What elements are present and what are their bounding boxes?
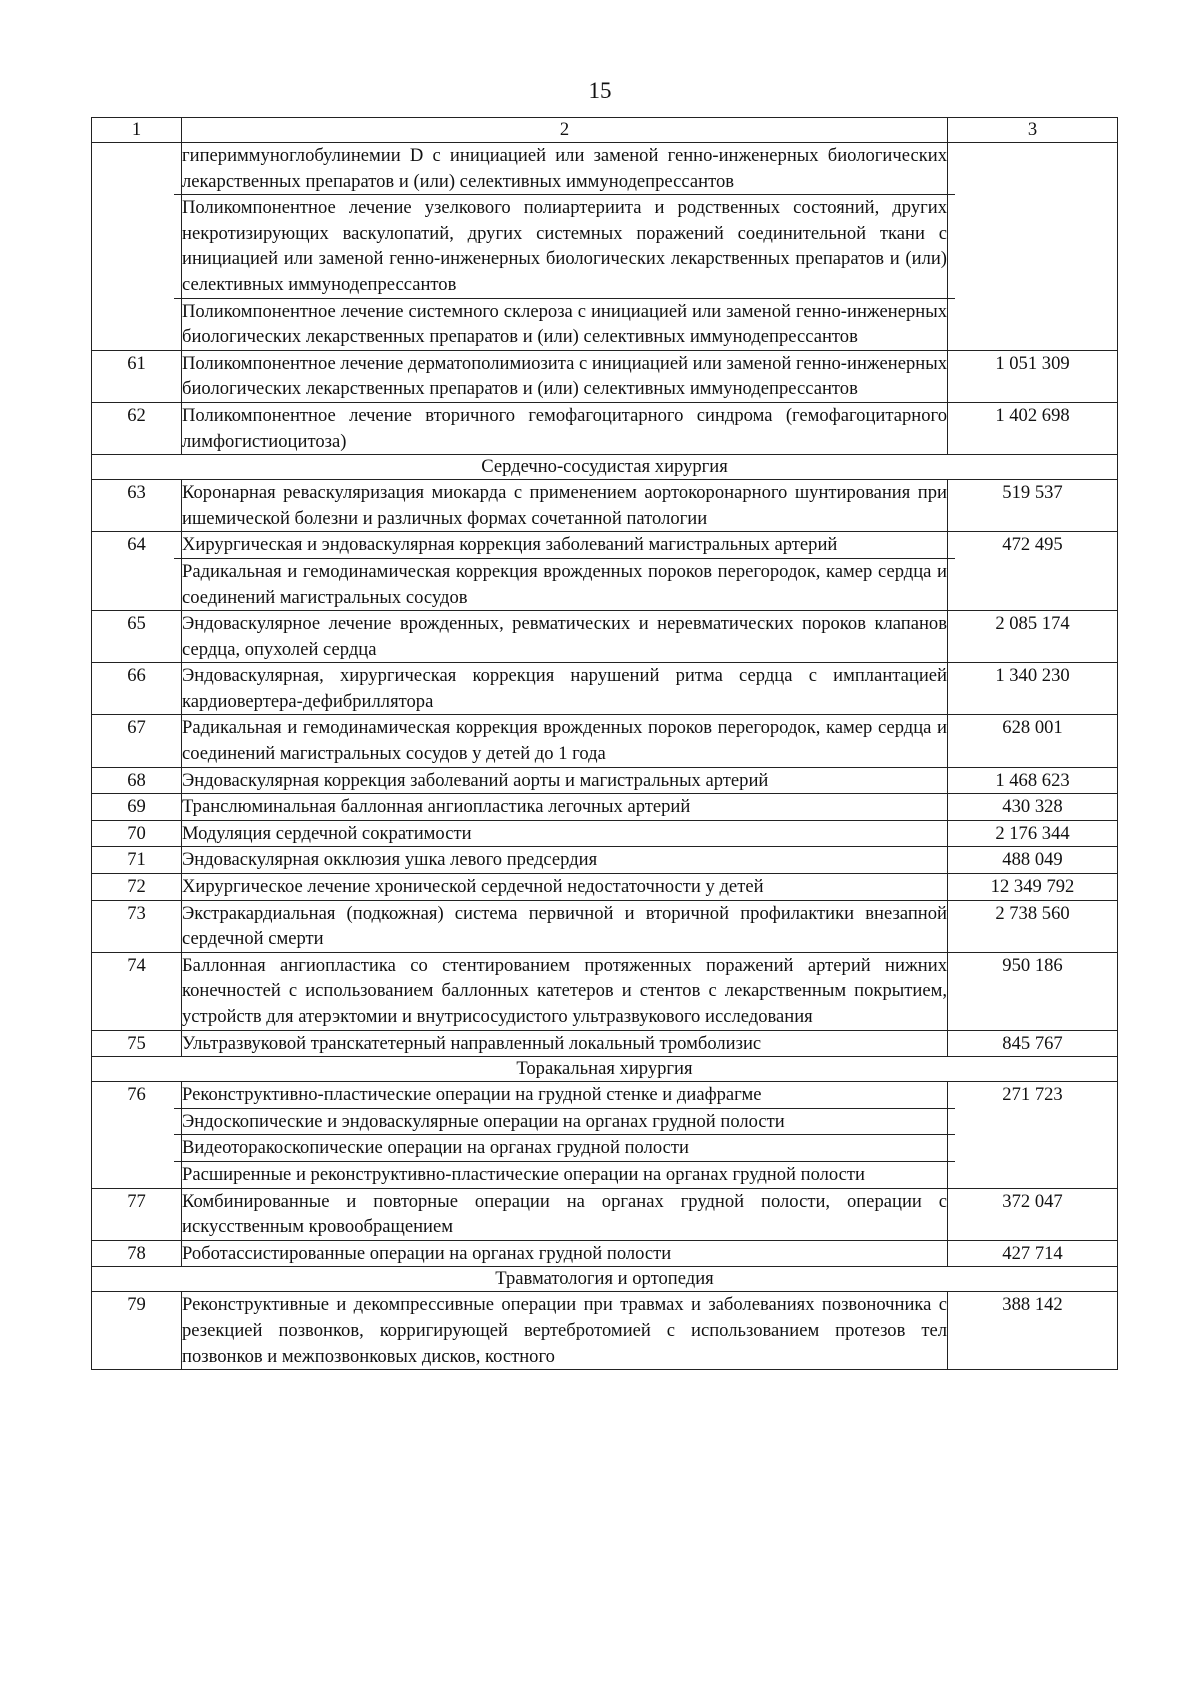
row-number: 74 [92, 952, 182, 1030]
row-amount: 2 085 174 [948, 611, 1118, 663]
description-item: Эндоскопические и эндоваскулярные операции на органах грудной полости [174, 1108, 955, 1135]
section-header-row [92, 1267, 1118, 1292]
table-row [92, 874, 1118, 901]
row-amount: 2 176 344 [948, 820, 1118, 847]
header-col-1: 1 [92, 118, 182, 143]
row-amount: 1 340 230 [948, 663, 1118, 715]
description-item: Реконструктивно-пластические операции на грудной стенке и диафрагме [182, 1084, 762, 1106]
description-item: Реконструктивные и декомпрессивные операции при травмах и заболеваниях позвоночника с резекцией позвонков, корригирующей вертебротомией с использованием протезов тел позвонков и межпозвонковых дисков, костного [182, 1294, 947, 1367]
row-number: 61 [92, 350, 182, 402]
row-number: 63 [92, 480, 182, 532]
row-number: 78 [92, 1240, 182, 1267]
table-row [92, 1030, 1118, 1057]
description-item: Эндоваскулярное лечение врожденных, ревматических и неревматических пороков клапанов сердца, опухолей сердца [182, 613, 947, 660]
row-amount: 628 001 [948, 715, 1118, 767]
header-col-3: 3 [948, 118, 1118, 143]
row-amount: 427 714 [948, 1240, 1118, 1267]
row-description [182, 794, 948, 821]
description-item: Хирургическое лечение хронической сердечной недостаточности у детей [182, 876, 764, 898]
description-item: Эндоваскулярная окклюзия ушка левого предсердия [182, 849, 598, 871]
row-description [182, 1030, 948, 1057]
row-amount: 519 537 [948, 480, 1118, 532]
row-number: 64 [92, 532, 182, 611]
section-header-row [92, 1057, 1118, 1082]
row-amount: 12 349 792 [948, 874, 1118, 901]
table-row [92, 663, 1118, 715]
row-amount [948, 143, 1118, 351]
row-description [182, 715, 948, 767]
row-description [182, 663, 948, 715]
row-number: 62 [92, 402, 182, 454]
row-amount: 488 049 [948, 847, 1118, 874]
row-description [182, 1188, 948, 1240]
description-item: Коронарная реваскуляризация миокарда с применением аортокоронарного шунтирования при ишемической болезни и различных формах сочетанной патологии [182, 482, 947, 529]
description-item: Поликомпонентное лечение вторичного гемофагоцитарного синдрома (гемофагоцитарного лимфогистиоцитоза) [182, 404, 947, 452]
table-row [92, 480, 1118, 532]
description-item: Поликомпонентное лечение узелкового полиартериита и родственных состояний, других некротизирующих васкулопатий, других системных поражений соединительной ткани с инициацией или заменой генно-инженерных биологических лекарственных препаратов и (или) селективных иммунодепрессантов [174, 194, 955, 297]
table-row [92, 1292, 1118, 1370]
page-number: 15 [588, 78, 612, 103]
section-title: Торакальная хирургия [92, 1057, 1118, 1082]
row-number: 68 [92, 767, 182, 794]
section-header-row [92, 455, 1118, 480]
description-item: Ультразвуковой транскатетерный направленный локальный тромболизис [182, 1032, 762, 1054]
table-row [92, 900, 1118, 952]
table-row [92, 794, 1118, 821]
description-item: Баллонная ангиопластика со стентированием протяженных поражений артерий нижних конечностей с использованием баллонных катетеров и стентов с лекарственным покрытием, устройств для атерэктомии и внутрисосудистого ультразвукового исследования [182, 954, 947, 1027]
description-item: Хирургическая и эндоваскулярная коррекция заболеваний магистральных артерий [182, 534, 838, 556]
section-title: Травматология и ортопедия [92, 1267, 1118, 1292]
row-number: 75 [92, 1030, 182, 1057]
table-row [92, 1188, 1118, 1240]
description-item: Радикальная и гемодинамическая коррекция врожденных пороков перегородок, камер сердца и соединений магистральных сосудов [174, 558, 955, 610]
description-item: Экстракардиальная (подкожная) система первичной и вторичной профилактики внезапной сердечной смерти [182, 902, 947, 950]
row-amount: 388 142 [948, 1292, 1118, 1370]
description-item: Транслюминальная баллонная ангиопластика легочных артерий [182, 796, 691, 818]
row-description [182, 820, 948, 847]
services-table [91, 117, 1118, 1370]
table-row [92, 611, 1118, 663]
table-row [92, 402, 1118, 454]
row-number [92, 143, 182, 351]
row-description [182, 143, 948, 351]
description-item: Радикальная и гемодинамическая коррекция врожденных пороков перегородок, камер сердца и соединений магистральных сосудов у детей до 1 года [182, 717, 947, 765]
row-amount: 472 495 [948, 532, 1118, 611]
description-item: Поликомпонентное лечение системного склероза с инициацией или заменой генно-инженерных биологических лекарственных препаратов и (или) селективных иммунодепрессантов [174, 298, 955, 350]
description-item: Расширенные и реконструктивно-пластические операции на органах грудной полости [174, 1161, 955, 1188]
table-row [92, 1240, 1118, 1267]
row-amount: 1 051 309 [948, 350, 1118, 402]
table-row [92, 715, 1118, 767]
row-description [182, 480, 948, 532]
row-amount: 1 402 698 [948, 402, 1118, 454]
row-description [182, 952, 948, 1030]
row-description [182, 402, 948, 454]
row-description [182, 350, 948, 402]
row-amount: 1 468 623 [948, 767, 1118, 794]
row-number: 71 [92, 847, 182, 874]
table-row [92, 143, 1118, 351]
row-description [182, 767, 948, 794]
description-item: Поликомпонентное лечение дерматополимиозита с инициацией или заменой генно-инженерных биологических лекарственных препаратов и (или) селективных иммунодепрессантов [182, 352, 947, 400]
row-amount: 430 328 [948, 794, 1118, 821]
description-item: Комбинированные и повторные операции на органах грудной полости, операции с искусственным кровообращением [182, 1190, 947, 1238]
description-item: Эндоваскулярная, хирургическая коррекция нарушений ритма сердца с имплантацией кардиовертера-дефибриллятора [182, 665, 947, 712]
row-description [182, 1292, 948, 1370]
row-description [182, 611, 948, 663]
row-number: 65 [92, 611, 182, 663]
table-row [92, 952, 1118, 1030]
row-amount: 2 738 560 [948, 900, 1118, 952]
row-number: 67 [92, 715, 182, 767]
row-number: 66 [92, 663, 182, 715]
row-number: 77 [92, 1188, 182, 1240]
row-number: 69 [92, 794, 182, 821]
table-row [92, 820, 1118, 847]
description-item: Роботассистированные операции на органах грудной полости [182, 1242, 672, 1264]
description-item: гипериммуноглобулинемии D с инициацией или заменой генно-инженерных биологических лекарственных препаратов и (или) селективных иммунодепрессантов [182, 145, 947, 192]
row-description [182, 532, 948, 611]
table-row [92, 532, 1118, 611]
row-description [182, 1082, 948, 1188]
row-description [182, 1240, 948, 1267]
table-row [92, 350, 1118, 402]
row-number: 73 [92, 900, 182, 952]
row-number: 70 [92, 820, 182, 847]
row-amount: 271 723 [948, 1082, 1118, 1188]
row-amount: 845 767 [948, 1030, 1118, 1057]
description-item: Видеоторакоскопические операции на органах грудной полости [174, 1134, 955, 1161]
row-number: 76 [92, 1082, 182, 1188]
section-title: Сердечно-сосудистая хирургия [92, 455, 1118, 480]
row-description [182, 900, 948, 952]
table-row [92, 767, 1118, 794]
table-row [92, 1082, 1118, 1188]
table-header-row [92, 118, 1118, 143]
row-number: 79 [92, 1292, 182, 1370]
description-item: Эндоваскулярная коррекция заболеваний аорты и магистральных артерий [182, 769, 769, 791]
table-row [92, 847, 1118, 874]
row-description [182, 847, 948, 874]
row-amount: 950 186 [948, 952, 1118, 1030]
row-description [182, 874, 948, 901]
description-item: Модуляция сердечной сократимости [182, 822, 472, 844]
row-amount: 372 047 [948, 1188, 1118, 1240]
row-number: 72 [92, 874, 182, 901]
header-col-2: 2 [182, 118, 948, 143]
